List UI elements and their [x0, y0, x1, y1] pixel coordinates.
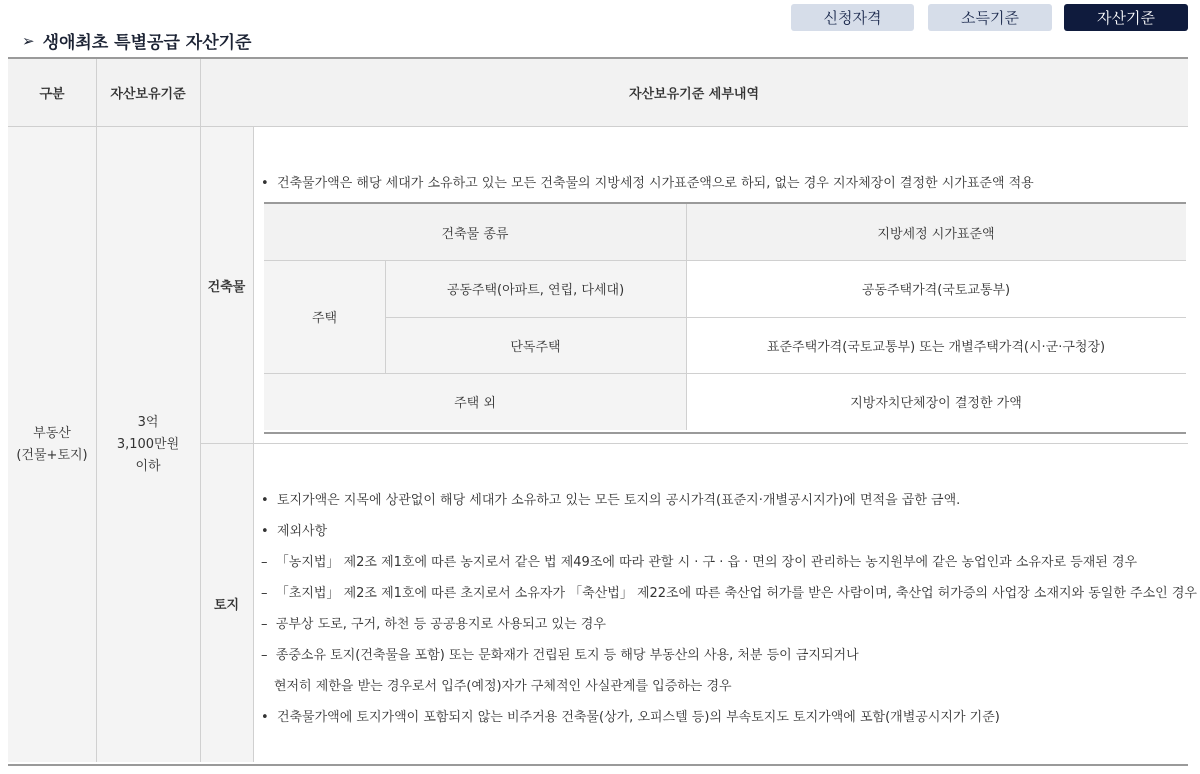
building-type-table [264, 202, 1186, 434]
bullet-mark: • [261, 493, 269, 508]
row-value: 표준주택가격(국토교통부) 또는 개별주택가격(시·군·구청장) [766, 339, 1106, 355]
land-label: 토지 [213, 597, 240, 613]
divider [253, 127, 254, 762]
bullet-mark: – [261, 648, 268, 663]
land-line [261, 551, 1137, 570]
land-line [261, 644, 859, 663]
land-line-text: 공부상 도로, 구거, 하천 등 공공용지로 사용되고 있는 경우 [275, 617, 606, 632]
building-note-text: 건축물가액은 해당 세대가 소유하고 있는 모든 건축물의 지방세정 시가표준액으로 하되, 없는 경우 지자체장이 결정한 시가표준액 적용 [276, 176, 1034, 191]
row-value: 지방자치단체장이 결정한 가액 [850, 396, 1022, 411]
house-label: 주택 [311, 311, 338, 326]
standard-line3: 이하 [135, 458, 161, 474]
row-type: 단독주택 [510, 339, 561, 355]
header-standard: 자산보유기준 [110, 87, 186, 102]
header-detail: 자산보유기준 세부내역 [628, 87, 760, 102]
land-line [261, 613, 606, 632]
building-note [261, 172, 1034, 191]
category-cell [8, 127, 96, 762]
arrow-icon: ➢ [22, 31, 35, 50]
divider [200, 443, 1188, 444]
tab-income[interactable] [928, 4, 1052, 31]
section-title-text: 생애최초 특별공급 자산기준 [42, 33, 252, 53]
row-value: 공동주택가격(국토교통부) [861, 283, 1011, 298]
land-line [261, 706, 1000, 725]
tab-assets-label: 자산기준 [1097, 9, 1155, 27]
land-line-text: 「초지법」 제2조 제1호에 따른 초지로서 소유자가 「축산법」 제22조에 따른 축산업 허가를 받은 사람이며, 축산업 허가증의 사업장 소재지와 동일한 주소인 경우 [275, 586, 1197, 601]
land-line-text: 건축물가액에 토지가액이 포함되지 않는 비주거용 건축물(상가, 오피스텔 등)의 부속토지도 토지가액에 포함(개별공시지가 기준) [276, 710, 1000, 725]
bullet-mark: – [261, 586, 268, 601]
tab-eligibility[interactable] [791, 4, 914, 31]
standard-line2: 3,100만원 [116, 436, 180, 452]
bullet-mark: • [261, 176, 269, 191]
bullet-mark: – [261, 617, 268, 632]
tab-eligibility-label: 신청자격 [823, 9, 882, 27]
bullet-mark: – [261, 555, 268, 570]
standard-cell [96, 127, 200, 762]
section-title [22, 28, 251, 53]
category-line2: (건물+토지) [16, 447, 88, 463]
land-line-text: 종중소유 토지(건축물을 포함) 또는 문화재가 건립된 토지 등 해당 부동산의 사용, 처분 등이 금지되거나 [275, 648, 859, 663]
inner-header-type: 건축물 종류 [441, 226, 509, 242]
land-line [261, 582, 1197, 601]
asset-standard-table [8, 57, 1197, 766]
row-type: 공동주택(아파트, 연립, 다세대) [446, 283, 625, 298]
category-line1: 부동산 [33, 425, 71, 441]
header-category: 구분 [39, 87, 65, 102]
land-line-text: 현저히 제한을 받는 경우로서 입주(예정)자가 구체적인 사실관계를 입증하는 경우 [274, 679, 732, 694]
bullet-mark: • [261, 524, 269, 539]
land-line-text: 제외사항 [276, 524, 328, 539]
inner-header-value: 지방세정 시가표준액 [877, 226, 995, 242]
tab-income-label: 소득기준 [961, 9, 1019, 27]
row-type: 주택 외 [454, 396, 496, 411]
building-label: 건축물 [207, 279, 246, 295]
standard-line1: 3억 [137, 414, 159, 430]
land-line-text: 토지가액은 지목에 상관없이 해당 세대가 소유하고 있는 모든 토지의 공시가격(표준지·개별공시지가)에 면적을 곱한 금액. [276, 493, 961, 508]
land-line-text: 「농지법」 제2조 제1호에 따른 농지로서 같은 법 제49조에 따라 관할 시 · 구 · 읍 · 면의 장이 관리하는 농지원부에 같은 농업인과 소유자로 등재된 경우 [275, 555, 1138, 570]
bullet-mark: • [261, 710, 269, 725]
land-line [261, 520, 327, 539]
land-line [261, 489, 960, 508]
land-line [274, 675, 732, 694]
tab-assets[interactable] [1064, 4, 1188, 31]
